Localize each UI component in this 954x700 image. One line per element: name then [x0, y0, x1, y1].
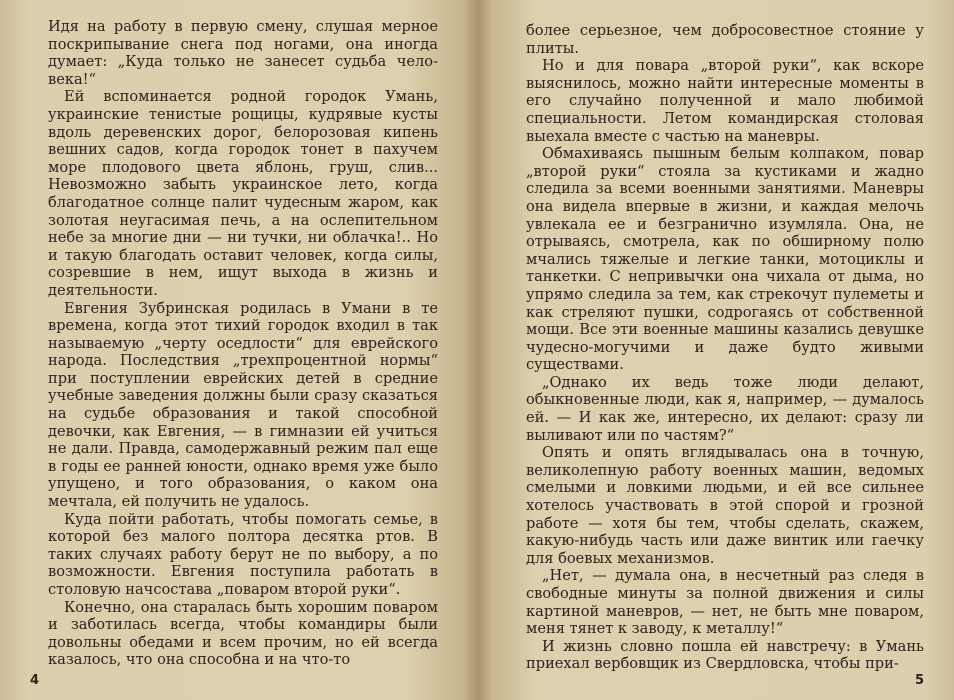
paragraph: Конечно, она старалась быть хорошим поваром и заботилась всегда, чтобы командиры были довольны обедами и всем прочим, но ей всегда казалось, что она способна и на что-то — [48, 598, 438, 669]
paragraph: Евгения Зубринская родилась в Умани в те времена, когда этот тихий городок входил в так называемую „черту оседлости“ для еврейского народа. Последствия „трехпроцентной нормы“ при поступлении еврейских детей в средние учебные заведения должны были сразу сказаться на судьбе образования и такой способной девочки, как Евгения, — в гимназии ей учиться не дали. Правда, самодержавный режим пал еще в годы ее ранней юности, однако время уже было упущено, и того образования, о каком она мечтала, ей получить не удалось. — [48, 299, 438, 511]
paragraph: Но и для повара „второй руки“, как вскоре выяснилось, можно найти интересные моменты в его случайно полученной и мало любимой специальности. Летом командирская столовая выехала вместе с частью на маневры. — [526, 57, 924, 145]
paragraph: Куда пойти работать, чтобы помогать семье, в которой без малого полтора десятка ртов. В таких случаях работу берут не по выбору, а по возможности. Евгения поступила работать в столовую начсостава „поваром второй руки“. — [48, 510, 438, 598]
paragraph: Ей вспоминается родной городок Умань, украинские тенистые рощицы, кудрявые кусты вдоль деревенских дорог, белорозовая кипень вешних садов, когда городок тонет в пахучем море плодового цвета яблонь, груш, слив... Невозможно забыть украинское лето, когда благодатное солнце палит чудесным жаром, как золотая неугасимая печь, а на ослепительном небе за многие дни — ни тучки, ни облачка!.. Но и такую благодать оставит человек, когда силы, созревшие в нем, ищут выхода в жизнь и деятельности. — [48, 88, 438, 299]
page-number: 4 — [30, 673, 40, 688]
paragraph: Идя на работу в первую смену, слушая мерное поскрипывание снега под ногами, она иногда думает: „Куда только не занесет судьба чело-века!“ — [48, 18, 438, 88]
paragraph: Обмахиваясь пышным белым колпаком, повар „второй руки“ стояла за кустиками и жадно следила за всеми военными занятиями. Маневры она видела впервые в жизни, и каждая мелочь увлекала ее и безгранично изумляла. Она, не отрываясь, смотрела, как по обширному полю мчались тяжелые и легкие танки, мотоциклы и танкетки. С непривычки она чихала от дыма, но упрямо следила за тем, как стрекочут пулеметы и как стреляют пушки, содрогаясь от собственной мощи. Все эти военные машины казались девушке чудесно-могучими и даже будто живыми существами. — [526, 145, 924, 374]
paragraph: „Нет, — думала она, в несчетный раз следя в свободные минуты за полной движения и силы картиной маневров, — нет, не быть мне поваром, меня тянет к заводу, к металлу!“ — [526, 567, 924, 638]
paragraph: более серьезное, чем добросовестное стояние у плиты. — [526, 22, 924, 57]
page-number: 5 — [914, 673, 924, 688]
paragraph: И жизнь словно пошла ей навстречу: в Умань приехал вербовщик из Свердловска, чтобы при- — [526, 637, 924, 673]
paragraph: „Однако их ведь тоже люди делают, обыкновенные люди, как я, например, — думалось ей. — И как же, интересно, их делают: сразу ли выливают или по частям?“ — [526, 373, 924, 444]
right-page — [478, 0, 954, 700]
paragraph: Опять и опять вглядывалась она в точную, великолепную работу военных машин, ведомых смелыми и ловкими людьми, и ей все сильнее хотелось участвовать в этой спорой и грозной работе — хотя бы тем, чтобы сделать, скажем, какую-нибудь часть или даже винтик или гаечку для боевых механизмов. — [526, 444, 924, 567]
